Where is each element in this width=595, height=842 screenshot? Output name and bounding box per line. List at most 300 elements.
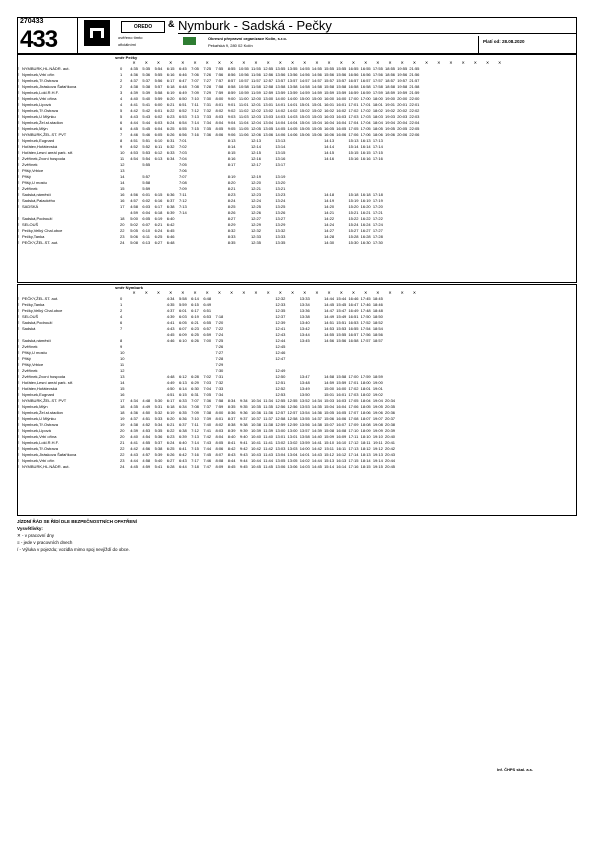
time-cell: 20:35 — [385, 404, 396, 409]
time-cell: 13:53 — [299, 404, 310, 409]
time-cell: 20:36 — [385, 410, 396, 415]
time-cell: ✕ — [242, 60, 246, 65]
time-cell: 13:03 — [263, 114, 274, 119]
time-cell: 14:58 — [324, 374, 335, 379]
time-cell: 14:02 — [275, 108, 286, 113]
time-cell: ✕ — [437, 60, 441, 65]
time-cell: 15:49 — [336, 314, 347, 319]
time-cell: 12:14 — [250, 144, 261, 149]
direction-label-2: směr Nymburk — [115, 285, 144, 290]
time-cell: 5:32 — [154, 410, 163, 415]
time-cell: 6:17 — [154, 204, 163, 209]
time-cell: 21:55 — [409, 66, 420, 71]
time-cell: 13:54 — [299, 410, 310, 415]
time-cell: 14:47 — [324, 308, 335, 313]
time-cell: 18:13 — [360, 452, 371, 457]
time-cell: 5:46 — [142, 132, 151, 137]
time-cell: 10:41 — [250, 440, 261, 445]
time-cell: 7:28 — [203, 84, 212, 89]
time-cell: 4:41 — [166, 320, 175, 325]
time-cell: 16:00 — [324, 96, 335, 101]
row-symbol: ≡ — [17, 126, 20, 131]
time-cell: 5:38 — [154, 446, 163, 451]
time-cell: 18:15 — [360, 464, 371, 469]
time-cell: 7:56 — [215, 72, 224, 77]
time-cell: 8:15 — [227, 150, 236, 155]
time-cell: 7:04 — [178, 156, 187, 161]
time-cell: 15:14 — [348, 144, 359, 149]
time-cell: 19:06 — [385, 132, 396, 137]
time-cell: 13:00 — [263, 96, 274, 101]
time-cell: 16:00 — [336, 386, 347, 391]
time-cell: ✕ — [254, 290, 258, 295]
time-cell: 11:42 — [263, 446, 274, 451]
time-cell: ✕ — [217, 60, 222, 65]
time-cell: 10:37 — [250, 416, 261, 421]
time-cell: 4:40 — [130, 96, 138, 101]
time-cell: 6:31 — [191, 392, 199, 397]
time-cell: 6:33 — [166, 150, 175, 155]
time-cell: 4:42 — [130, 108, 138, 113]
time-cell: ✕ — [424, 60, 429, 65]
time-cell: 6:01 — [142, 192, 151, 197]
time-cell: 13:02 — [263, 108, 274, 113]
time-cell: 18:14 — [360, 458, 371, 463]
time-cell: 12:58 — [263, 84, 274, 89]
time-cell: 14:36 — [311, 410, 322, 415]
stop-name: PEČKY,ŽEL.ST. aut. — [22, 296, 59, 301]
time-cell: 16:46 — [348, 296, 359, 301]
time-cell: 16:14 — [360, 144, 371, 149]
time-cell — [408, 464, 420, 470]
time-cell: 16:04 — [324, 120, 335, 125]
time-cell: 6:42 — [166, 222, 175, 227]
time-cell: 14:03 — [287, 114, 298, 119]
time-cell: 4:51 — [142, 416, 151, 421]
time-cell: 14:59 — [299, 90, 310, 95]
time-cell: 13:36 — [299, 308, 310, 313]
time-cell: 18:06 — [372, 132, 383, 137]
time-cell: 6:12 — [154, 150, 163, 155]
time-cell: ✕ — [132, 60, 136, 65]
time-cell: 4:58 — [142, 458, 151, 463]
time-cell: 18:57 — [372, 338, 383, 343]
time-cell: 19:07 — [372, 416, 383, 421]
notes-block — [17, 518, 137, 553]
time-cell: 16:56 — [360, 72, 371, 77]
time-cell: 7:18 — [191, 464, 199, 469]
time-cell: 11:00 — [238, 96, 249, 101]
stop-km: 22 — [120, 228, 125, 233]
time-cell — [299, 240, 311, 246]
time-cell — [457, 464, 469, 470]
time-cell: 7:09 — [191, 410, 199, 415]
time-cell: 11:36 — [263, 410, 274, 415]
time-cell: 8:21 — [227, 186, 236, 191]
time-cell: 5:38 — [142, 84, 151, 89]
time-cell: 14:14 — [324, 144, 335, 149]
time-cell: 4:52 — [130, 144, 138, 149]
stop-km: 14 — [120, 380, 125, 385]
time-cell: 16:06 — [324, 132, 335, 137]
time-cell: ✕ — [376, 290, 380, 295]
stop-name: Hořátev,Hořátevská — [22, 386, 58, 391]
time-cell: 7:13 — [178, 204, 187, 209]
valid-from: Platí od: 28.08.2020 — [483, 39, 525, 44]
time-cell: 7:13 — [191, 434, 199, 439]
time-cell: 15:02 — [311, 108, 322, 113]
time-cell: 15:03 — [311, 114, 322, 119]
time-cell: 9:01 — [227, 102, 236, 107]
time-cell: ✕ — [485, 60, 490, 65]
time-cell: 7:05 — [191, 66, 199, 71]
time-cell: 4:39 — [130, 90, 138, 95]
time-cell: 18:10 — [360, 434, 371, 439]
stop-name: Nymburk,Tř.Ostrava — [22, 422, 59, 427]
time-cell: 19:04 — [385, 120, 396, 125]
time-cell: 7:02 — [178, 144, 187, 149]
time-cell: 6:25 — [166, 126, 175, 131]
time-cell: 16:06 — [336, 132, 347, 137]
time-cell: 13:04 — [263, 120, 274, 125]
time-cell: 15:07 — [324, 422, 335, 427]
time-cell: 4:43 — [166, 326, 175, 331]
time-cell: 4:41 — [130, 102, 138, 107]
time-cell: 16:05 — [336, 126, 347, 131]
time-cell: 21:56 — [409, 72, 420, 77]
time-cell: 21:58 — [409, 84, 420, 89]
time-cell: 11:58 — [251, 84, 261, 89]
stop-km: 23 — [120, 458, 125, 463]
time-cell: 6:22 — [166, 428, 175, 433]
time-cell: 7:27 — [215, 350, 224, 355]
time-cell: 7:59 — [215, 404, 224, 409]
time-cell: 12:21 — [250, 186, 261, 191]
time-cell: 18:55 — [385, 66, 396, 71]
time-cell: 8:19 — [227, 174, 236, 179]
time-cell: 6:36 — [166, 192, 175, 197]
time-cell: 7:44 — [203, 446, 212, 451]
time-cell: 6:32 — [166, 144, 175, 149]
time-cell: 6:10 — [178, 338, 187, 343]
time-cell: 19:14 — [372, 458, 383, 463]
time-cell: 10:59 — [238, 90, 249, 95]
time-cell: 8:00 — [215, 96, 224, 101]
time-cell: 13:59 — [287, 90, 298, 95]
time-cell: 6:21 — [191, 320, 199, 325]
row-symbol: ≡ — [17, 416, 20, 421]
stop-km: 17 — [120, 204, 125, 209]
time-cell: 6:21 — [166, 102, 175, 107]
time-cell: 15:03 — [299, 114, 310, 119]
time-cell: 13:59 — [299, 440, 310, 445]
time-cell: 14:39 — [311, 428, 322, 433]
time-cell: 4:53 — [142, 428, 151, 433]
time-cell: 18:48 — [372, 308, 383, 313]
time-cell: 12:59 — [287, 422, 298, 427]
stop-name: Přišý — [22, 356, 31, 361]
time-cell: 6:39 — [178, 434, 187, 439]
time-cell: 15:05 — [299, 126, 310, 131]
stop-name: Pečky,Velký Chal.obce — [22, 308, 63, 313]
time-cell: 16:21 — [360, 210, 371, 215]
time-cell: 15:12 — [324, 452, 335, 457]
time-cell: 6:49 — [178, 90, 187, 95]
time-cell: 6:05 — [142, 216, 151, 221]
row-symbol: ≡ — [17, 350, 20, 355]
time-cell: 16:59 — [348, 90, 359, 95]
time-cell: 7:16 — [191, 452, 199, 457]
time-cell: 20:39 — [385, 428, 396, 433]
time-cell: 17:46 — [360, 302, 371, 307]
time-cell: 18:11 — [360, 440, 371, 445]
time-cell: 17:05 — [360, 126, 371, 131]
time-cell: 12:33 — [275, 302, 286, 307]
time-cell: 7:09 — [178, 186, 187, 191]
time-cell: ✕ — [449, 60, 453, 65]
time-cell: 5:39 — [142, 90, 151, 95]
time-cell: 14:55 — [311, 66, 322, 71]
time-cell: 5:57 — [142, 174, 151, 179]
stop-name: Nymburk,Vrbí ořína — [22, 96, 57, 101]
time-cell: 13:42 — [299, 326, 310, 331]
time-cell: 6:53 — [203, 314, 212, 319]
time-cell: 16:51 — [348, 314, 359, 319]
time-cell: 17:16 — [372, 156, 383, 161]
time-cell: 10:57 — [238, 78, 249, 83]
time-cell: 15:56 — [336, 338, 347, 343]
time-cell: 6:23 — [166, 434, 175, 439]
time-cell: 15:14 — [324, 464, 335, 469]
time-cell: 12:25 — [250, 204, 261, 209]
time-cell: 6:19 — [154, 216, 163, 221]
time-cell: 6:05 — [178, 320, 187, 325]
stop-name: Nymburk,Lokl.R.H.F. — [22, 440, 59, 445]
time-cell: 17:18 — [372, 192, 383, 197]
time-cell: 5:41 — [154, 464, 163, 469]
time-cell: 17:06 — [348, 404, 359, 409]
stop-name: Zvěřínek — [22, 186, 38, 191]
time-cell: 5:54 — [154, 66, 163, 71]
time-cell: 6:14 — [178, 386, 187, 391]
time-cell: 17:01 — [360, 102, 371, 107]
time-cell: 13:03 — [275, 446, 286, 451]
time-cell: ✕ — [229, 290, 234, 295]
row-symbol: ≡ — [17, 410, 20, 415]
row-symbol: ≡ — [17, 192, 20, 197]
time-cell: ✕ — [498, 60, 502, 65]
time-cell: 17:02 — [348, 386, 359, 391]
time-cell: 13:52 — [299, 398, 310, 403]
time-cell: 17:58 — [372, 84, 383, 89]
time-cell: 18:45 — [372, 296, 383, 301]
time-cell: 15:08 — [324, 428, 335, 433]
time-cell: 7:34 — [215, 392, 224, 397]
time-cell: 15:47 — [336, 308, 347, 313]
time-cell: 12:57 — [275, 410, 286, 415]
time-cell: 18:02 — [372, 108, 383, 113]
stop-name: PEČKY,ŽEL.ST. aut. — [22, 240, 59, 245]
time-cell: 19:01 — [385, 102, 396, 107]
time-cell: 6:15 — [191, 302, 199, 307]
time-cell: 5:31 — [154, 404, 163, 409]
time-cell: 6:38 — [166, 204, 175, 209]
time-cell: 16:02 — [336, 108, 347, 113]
time-cell: 15:10 — [324, 440, 335, 445]
row-symbol: ≡ — [17, 320, 20, 325]
time-cell: 4:39 — [166, 314, 175, 319]
row-symbol: ≡ — [17, 428, 20, 433]
time-cell: 7:55 — [215, 66, 224, 71]
time-cell: 4:44 — [130, 458, 138, 463]
time-cell: 7:08 — [191, 404, 199, 409]
time-cell: 8:27 — [227, 216, 236, 221]
row-symbol: ≡ — [17, 180, 20, 185]
time-cell: 13:05 — [287, 458, 298, 463]
time-cell: 17:00 — [348, 96, 359, 101]
time-cell: 4:43 — [130, 114, 138, 119]
stop-km: 18 — [120, 216, 125, 221]
time-cell: 7:58 — [215, 398, 224, 403]
time-cell: 8:45 — [227, 464, 236, 469]
stop-name: Nymburk,U Mlýnku — [22, 416, 56, 421]
time-cell: 6:10 — [142, 228, 151, 233]
time-cell: 11:41 — [263, 440, 274, 445]
time-cell — [396, 240, 408, 246]
time-cell: 5:33 — [154, 416, 163, 421]
time-cell: 17:06 — [348, 132, 359, 137]
time-cell: 4:40 — [130, 434, 138, 439]
time-cell: 10:45 — [250, 464, 261, 469]
time-cell: 13:44 — [299, 332, 310, 337]
time-cell: 6:00 — [154, 102, 163, 107]
time-cell: 17:00 — [360, 96, 371, 101]
time-cell: ✕ — [205, 290, 209, 295]
time-cell: 12:39 — [275, 320, 286, 325]
time-cell: 10:38 — [250, 422, 261, 427]
time-cell: 7:06 — [191, 72, 199, 77]
legend-item: ≡ - jede v pracovních dnech — [17, 540, 73, 545]
row-symbol: ≡ — [17, 452, 20, 457]
time-cell: 18:04 — [372, 120, 383, 125]
time-cell: ✕ — [217, 290, 222, 295]
time-cell: 14:59 — [311, 90, 322, 95]
time-cell: 20:02 — [397, 108, 408, 113]
time-cell: 6:11 — [142, 234, 151, 239]
left-note-1: ověřeno tímto — [118, 35, 143, 40]
time-cell: ✕ — [156, 60, 161, 65]
time-cell: 16:53 — [348, 320, 359, 325]
time-cell: 6:18 — [166, 84, 175, 89]
time-cell: 7:03 — [203, 380, 212, 385]
time-cell: 6:24 — [166, 440, 175, 445]
time-cell: 9:02 — [227, 108, 236, 113]
time-cell: 6:30 — [191, 386, 199, 391]
time-cell: 14:45 — [324, 302, 335, 307]
time-cell: 7:06 — [178, 168, 187, 173]
stop-km: 13 — [120, 374, 125, 379]
time-cell: 13:06 — [287, 464, 298, 469]
time-cell: 7:46 — [203, 458, 212, 463]
time-cell: 13:02 — [287, 440, 298, 445]
time-cell: 16:18 — [360, 192, 371, 197]
time-cell: 6:39 — [166, 210, 175, 215]
time-cell: 4:45 — [130, 464, 138, 469]
row-symbol: ≡ — [17, 374, 20, 379]
time-cell: 7:30 — [215, 368, 224, 373]
time-cell: 9:45 — [239, 464, 248, 469]
row-symbol: ≡ — [17, 440, 20, 445]
stop-km: 9 — [120, 144, 123, 149]
time-cell: 7:11 — [191, 422, 199, 427]
time-cell: 7:27 — [203, 78, 212, 83]
time-cell: ✕ — [181, 60, 185, 65]
time-cell: 6:26 — [191, 338, 199, 343]
time-cell: 15:01 — [311, 102, 322, 107]
ampersand: & — [168, 19, 175, 29]
time-cell: 18:52 — [372, 320, 383, 325]
time-cell: 14:01 — [299, 452, 310, 457]
time-cell: 17:27 — [372, 228, 383, 233]
time-cell: 6:33 — [178, 398, 187, 403]
stop-km: 14 — [120, 174, 125, 179]
time-cell: 6:54 — [178, 120, 187, 125]
row-symbol: ≡ — [17, 446, 20, 451]
time-cell: 12:32 — [275, 296, 286, 301]
time-cell — [213, 240, 225, 246]
time-cell: 16:55 — [348, 326, 359, 331]
time-cell: ✕ — [351, 60, 356, 65]
time-cell: 17:56 — [360, 332, 371, 337]
time-cell: 6:16 — [154, 198, 163, 203]
stop-km: 20 — [120, 222, 125, 227]
stop-name: Přišý — [22, 174, 31, 179]
time-cell — [445, 464, 457, 470]
time-cell: 12:58 — [287, 416, 298, 421]
time-cell: 8:59 — [227, 90, 236, 95]
time-cell: 4:38 — [130, 422, 138, 427]
time-cell: 11:37 — [263, 416, 274, 421]
stop-name: Nymburk,Vrbí ořína — [22, 434, 57, 439]
time-cell: 7:11 — [191, 102, 199, 107]
time-cell: 4:37 — [166, 308, 175, 313]
time-cell: 16:28 — [360, 234, 371, 239]
time-cell: 18:07 — [360, 416, 371, 421]
time-cell: 6:01 — [154, 108, 163, 113]
time-cell: 6:05 — [154, 132, 163, 137]
time-cell — [262, 240, 274, 246]
time-cell: 17:48 — [360, 308, 371, 313]
time-cell: 9:39 — [239, 428, 248, 433]
row-symbol: ≡ — [17, 464, 20, 469]
time-cell: 19:58 — [397, 84, 408, 89]
time-cell: 6:37 — [166, 198, 175, 203]
stop-km: 10 — [120, 350, 125, 355]
time-cell: 16:24 — [360, 222, 371, 227]
time-cell: 6:47 — [178, 78, 187, 83]
time-cell: 12:05 — [250, 126, 261, 131]
time-cell: 16:03 — [336, 114, 347, 119]
stop-km: 8 — [120, 338, 123, 343]
time-cell: 16:59 — [360, 90, 371, 95]
stop-km: 12 — [120, 368, 125, 373]
time-cell: 14:18 — [324, 192, 335, 197]
time-cell: 9:36 — [239, 410, 248, 415]
time-cell: 4:48 — [166, 374, 175, 379]
time-cell: 18:46 — [372, 302, 383, 307]
row-symbol: ≡ — [17, 132, 20, 137]
stop-name: Pečky,Tanka — [22, 302, 45, 307]
